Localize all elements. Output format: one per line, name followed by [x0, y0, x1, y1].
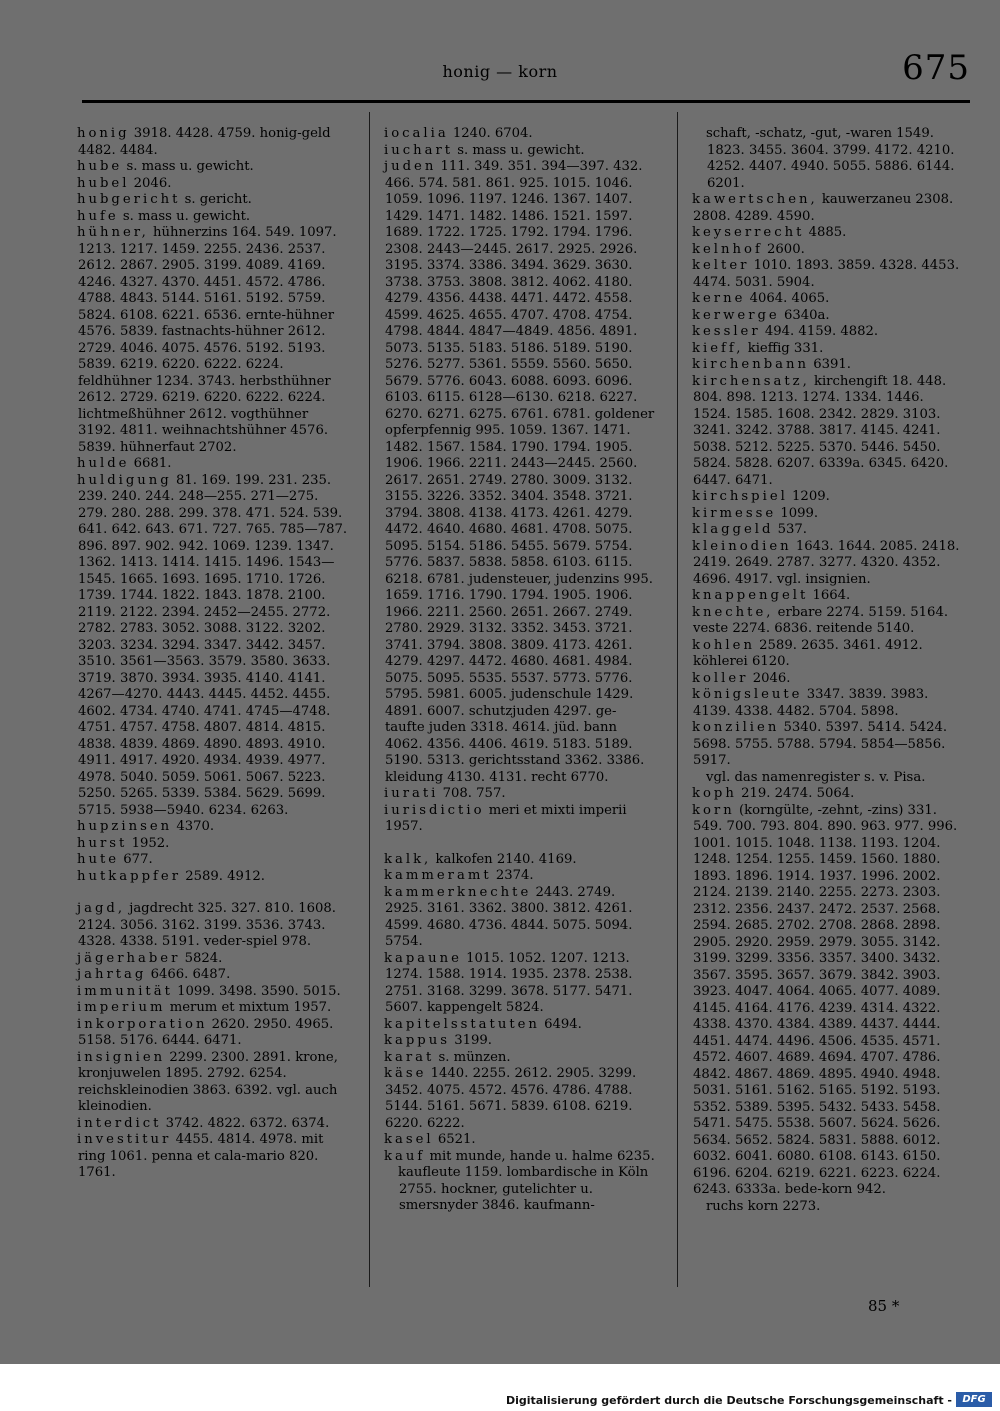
- index-entry: [78, 456, 348, 473]
- index-references: 1099.: [780, 505, 819, 521]
- index-keyword: huldigung: [77, 472, 172, 488]
- index-keyword: kapitelsstatuten: [384, 1016, 540, 1032]
- index-references: 6466. 6487.: [150, 967, 231, 982]
- index-keyword: kerwerge: [692, 307, 780, 323]
- index-entry: [78, 225, 348, 456]
- index-keyword: kleinodien: [692, 538, 792, 554]
- index-references: 2600.: [767, 241, 805, 257]
- index-references: 1010. 1893. 3859. 4328. 4453. 4474. 5031. 5904.: [693, 258, 960, 290]
- index-references: 2589. 4912.: [185, 868, 265, 884]
- index-entry: [693, 357, 963, 374]
- index-references: 1664.: [812, 588, 851, 603]
- index-keyword: hubgericht: [77, 192, 181, 207]
- index-keyword: interdict: [77, 1115, 162, 1131]
- index-keyword: kammerknechte: [384, 884, 532, 900]
- signature-mark: 85 *: [868, 1297, 900, 1315]
- index-references: 2589. 2635. 3461. 4912. köhlerei 6120.: [693, 637, 923, 669]
- index-references: kaufleute 1159. lombardische in Köln 2755. hockner, gutelichter u. smersnyder 3846. kaufmann-: [398, 1165, 649, 1213]
- index-references: kauwerzaneu 2308. 2808. 4289. 4590.: [693, 192, 954, 224]
- index-references: 3742. 4822. 6372. 6374.: [165, 1115, 330, 1131]
- index-keyword: hubel: [77, 175, 130, 191]
- index-entry: [78, 836, 348, 853]
- index-keyword: kauf: [384, 1148, 426, 1164]
- index-keyword: kapaune: [384, 950, 462, 966]
- index-keyword: klaggeld: [692, 522, 774, 537]
- index-keyword: keyserrecht: [692, 225, 805, 240]
- index-references: 2374.: [495, 868, 534, 883]
- index-entry: [385, 1132, 655, 1149]
- index-references: s. gericht.: [184, 192, 252, 207]
- index-references: kieffig 331.: [747, 340, 824, 356]
- index-entry: [385, 786, 655, 803]
- index-entry: [78, 901, 348, 951]
- index-references: 6494.: [544, 1016, 582, 1032]
- index-entry: [385, 159, 655, 786]
- index-entry: [693, 341, 963, 358]
- index-keyword: kammeramt: [384, 868, 492, 883]
- index-entry: [693, 308, 963, 325]
- index-keyword: investitur: [77, 1132, 172, 1147]
- index-entry: [693, 374, 963, 490]
- index-references: merum et mixtum 1957.: [169, 1000, 332, 1015]
- section-gap: [78, 885, 348, 901]
- index-keyword: kawertschen,: [692, 192, 818, 207]
- index-keyword: koph: [692, 786, 737, 801]
- index-entry: [385, 143, 655, 160]
- column-separator-right: [677, 112, 678, 1287]
- index-entry: [693, 489, 963, 506]
- index-entry: [385, 852, 655, 869]
- index-entry: [693, 803, 963, 1199]
- index-entry: [78, 1116, 348, 1133]
- index-entry: [78, 869, 348, 886]
- header-rule: [82, 100, 970, 103]
- index-entry: [693, 786, 963, 803]
- index-references: s. mass u. gewicht.: [457, 142, 585, 158]
- index-entry: [78, 209, 348, 226]
- index-entry: [78, 473, 348, 820]
- index-keyword: hupzinsen: [77, 819, 173, 834]
- index-keyword: kelnhof: [692, 241, 763, 257]
- index-references: 4455. 4814. 4978. mit ring 1061. penna et cala-mario 820. 1761.: [78, 1132, 324, 1180]
- index-keyword: hute: [77, 852, 120, 867]
- index-keyword: kappus: [384, 1033, 450, 1048]
- index-entry: [693, 720, 963, 770]
- index-column-1: [78, 126, 348, 1182]
- index-references: 677.: [123, 852, 153, 867]
- index-entry: [693, 638, 963, 671]
- index-entry: [78, 1000, 348, 1017]
- index-references: 6521.: [437, 1132, 476, 1147]
- section-gap: [385, 836, 655, 852]
- index-keyword: jägerhaber: [77, 950, 181, 966]
- index-keyword: inkorporation: [77, 1016, 208, 1032]
- index-references: mit munde, hande u. halme 6235.: [429, 1148, 655, 1164]
- index-entry: [78, 1050, 348, 1116]
- index-keyword: kasel: [384, 1132, 434, 1147]
- index-references: 111. 349. 351. 394—397. 432. 466. 574. 581. 861. 925. 1015. 1046. 1059. 1096. 1197. 1246. 1367. 1407. 1429. 1471. 1482. 1486. 1521. 1597. 1689. 1722. 1725. 1792. 1794. 1796. 2308. 2443—2445. 2617. 2925. 2926. 3195. 3374. 3386. 3494. 3629. 3630. 3738. 3753. 3808. 3812. 4062. 4180. 4279. 4356. 4438. 4471. 4472. 4558. 4599. 4625. 4655. 4707. 4708. 4754. 4798. 4844. 4847—4849. 4856. 4891. 5073. 5135. 5183. 5186. 5189. 5190. 5276. 5277. 5361. 5559. 5560. 5650. 5679. 5776. 6043. 6088. 6093. 6096. 6103. 6115. 6128—6130. 6218. 6227. 6270. 6271. 6275. 6761. 6781. goldener opferpfennig 995. 1059. 1367. 1471. 1482. 1567. 1584. 1790. 1794. 1905. 1906. 1966. 2211. 2443—2445. 2560. 2617. 2651. 2749. 2780. 3009. 3132. 3155. 3226. 3352. 3404. 3548. 3721. 3794. 3808. 4138. 4173. 4261. 4279. 4472. 4640. 4680. 4681. 4708. 5075. 5095. 5154. 5186. 5455. 5679. 5754. 5776. 5837. 5838. 5858. 6103. 6115. 6218. 6781. judensteuer, judenzins 995. 1659. 1716. 1790. 1794. 1905. 1906. 1966. 2211. 2560. 2651. 2667. 2749. 2780. 2929. 3132. 3352. 3453. 3721. 3741. 3794. 3808. 3809. 4173. 4261. 4279. 4297. 4472. 4680. 4681. 4984. 5075. 5095. 5535. 5537. 5773. 5776. 5795. 5981. 6005. judenschule 1429. 4891. 6007. schutzjuden 4297. ge-taufte juden 3318. 4614. jüd. bann 4062. 4356. 4406. 4619. 5183. 5189. 5190. 5313. gerichtsstand 3362. 3386. kleidung 4130. 4131. recht 6770.: [385, 159, 655, 785]
- index-entry: [385, 1033, 655, 1050]
- index-keyword: hube: [77, 159, 123, 174]
- index-keyword: iurati: [384, 786, 439, 801]
- index-entry: [693, 671, 963, 688]
- index-entry: [693, 770, 963, 787]
- index-entry: [693, 291, 963, 308]
- index-entry: [693, 687, 963, 720]
- index-keyword: kirchenbann: [692, 357, 809, 372]
- index-references: 2046.: [752, 670, 791, 686]
- index-entry: [693, 506, 963, 523]
- index-keyword: kessler: [692, 324, 761, 339]
- index-references: 6681.: [133, 456, 172, 471]
- index-entry: [78, 159, 348, 176]
- index-entry: [385, 1050, 655, 1067]
- index-entry: [693, 258, 963, 291]
- index-entry: [78, 176, 348, 193]
- index-references: ruchs korn 2273.: [706, 1198, 821, 1214]
- index-keyword: hutkappfer: [77, 868, 182, 884]
- index-references: s. mass u. gewicht.: [126, 159, 254, 174]
- index-references: 1099. 3498. 3590. 5015.: [177, 983, 341, 999]
- index-entry: [693, 1199, 963, 1216]
- index-entry: [385, 803, 655, 836]
- index-keyword: karat: [384, 1049, 435, 1065]
- index-references: 537.: [777, 522, 807, 537]
- index-keyword: knechte,: [692, 604, 774, 620]
- index-references: 1240. 6704.: [452, 126, 533, 141]
- index-references: 3347. 3839. 3983. 4139. 4338. 4482. 5704. 5898.: [693, 687, 929, 719]
- index-keyword: juden: [384, 159, 437, 174]
- index-keyword: hufe: [77, 208, 119, 224]
- dfg-credit-text: Digitalisierung gefördert durch die Deutsche Forschungsgemeinschaft -: [505, 1394, 952, 1407]
- index-entry: [78, 126, 348, 159]
- index-keyword: kieff,: [692, 340, 744, 356]
- index-references: 6391.: [813, 357, 851, 372]
- index-entry: [693, 605, 963, 638]
- index-keyword: kirchensatz,: [692, 373, 810, 389]
- index-references: s. münzen.: [438, 1049, 511, 1065]
- index-references: schaft, -schatz, -gut, -waren 1549. 1823. 3455. 3604. 3799. 4172. 4210. 4252. 4407. 4940. 5055. 5886. 6144. 6201.: [706, 126, 955, 191]
- index-entry: [693, 192, 963, 225]
- index-entry: [78, 852, 348, 869]
- index-references: 1209.: [792, 489, 830, 504]
- index-keyword: iurisdictio: [384, 802, 485, 818]
- index-column-2: [385, 126, 655, 1215]
- index-references: erbare 2274. 5159. 5164. veste 2274. 6836. reitende 5140.: [693, 604, 949, 636]
- index-entry: [78, 819, 348, 836]
- index-keyword: kirchspiel: [692, 489, 788, 504]
- index-references: 1952.: [131, 835, 170, 851]
- dfg-logo: DFG: [956, 1392, 992, 1407]
- index-keyword: kohlen: [692, 637, 755, 653]
- index-entry: [385, 1017, 655, 1034]
- index-references: 6340a.: [783, 307, 830, 323]
- index-keyword: iocalia: [384, 126, 449, 141]
- index-keyword: knappengelt: [692, 588, 809, 603]
- index-entry: [693, 539, 963, 589]
- page-number: 675: [902, 48, 970, 88]
- index-keyword: koller: [692, 670, 749, 686]
- index-keyword: imperium: [77, 1000, 166, 1015]
- index-entry: [693, 324, 963, 341]
- running-header-title: honig — korn: [442, 62, 558, 81]
- index-references: meri et mixti imperii 1957.: [385, 802, 627, 834]
- index-keyword: hühner,: [77, 225, 149, 240]
- index-column-3: [693, 126, 963, 1215]
- index-keyword: konzilien: [692, 720, 780, 735]
- index-references: kirchengift 18. 448. 804. 898. 1213. 1274. 1334. 1446. 1524. 1585. 1608. 2342. 2829. 3103. 3241. 3242. 3788. 3817. 4145. 4241. 5038. 5212. 5225. 5370. 5446. 5450. 5824. 5828. 6207. 6339a. 6345. 6420. 6447. 6471.: [693, 373, 949, 488]
- index-entry: [693, 126, 963, 192]
- index-entry: [385, 1066, 655, 1132]
- index-references: 708. 757.: [442, 786, 506, 801]
- index-references: 3918. 4428. 4759. honig-geld 4482. 4484.: [78, 126, 331, 158]
- index-references: 4885.: [808, 225, 847, 240]
- index-keyword: jagd,: [77, 901, 126, 916]
- index-references: 1015. 1052. 1207. 1213. 1274. 1588. 1914. 1935. 2378. 2538. 2751. 3168. 3299. 3678. 5177. 5471. 5607. kappengelt 5824.: [385, 950, 633, 1015]
- index-references: 219. 2474. 5064.: [741, 786, 855, 801]
- index-entry: [385, 951, 655, 1017]
- index-keyword: insignien: [77, 1049, 166, 1065]
- index-entry: [385, 885, 655, 951]
- index-references: 5340. 5397. 5414. 5424. 5698. 5755. 5788. 5794. 5854—5856. 5917.: [693, 720, 948, 768]
- index-keyword: korn: [692, 802, 735, 818]
- index-references: 4370.: [176, 819, 215, 834]
- index-entry: [78, 1017, 348, 1050]
- column-separator-left: [369, 112, 370, 1287]
- index-entry: [693, 522, 963, 539]
- index-keyword: hurst: [77, 835, 128, 851]
- index-entry: [385, 1149, 655, 1166]
- index-keyword: kirmesse: [692, 505, 777, 521]
- index-keyword: iuchart: [384, 142, 454, 158]
- index-references: 1643. 1644. 2085. 2418. 2419. 2649. 2787. 3277. 4320. 4352. 4696. 4917. vgl. insignien.: [693, 538, 960, 587]
- index-entry: [385, 868, 655, 885]
- index-references: 3199.: [454, 1033, 492, 1048]
- index-references: jagdrecht 325. 327. 810. 1608. 2124. 3056. 3162. 3199. 3536. 3743. 4328. 4338. 5191. veder-spiel 978.: [78, 901, 336, 949]
- index-references: 1440. 2255. 2612. 2905. 3299. 3452. 4075. 4572. 4576. 4786. 4788. 5144. 5161. 5671. 5839. 6108. 6219. 6220. 6222.: [385, 1066, 637, 1131]
- index-references: 2046.: [133, 175, 172, 191]
- index-references: kalkofen 2140. 4169.: [435, 851, 577, 867]
- index-keyword: immunität: [77, 983, 173, 999]
- index-entry: [78, 1132, 348, 1182]
- index-keyword: honig: [77, 126, 130, 141]
- index-references: hühnerzins 164. 549. 1097. 1213. 1217. 1459. 2255. 2436. 2537. 2612. 2867. 2905. 3199. 4089. 4169. 4246. 4327. 4370. 4451. 4572. 4786. 4788. 4843. 5144. 5161. 5192. 5759. 5824. 6108. 6221. 6536. ernte-hühner 4576. 5839. fastnachts-hühner 2612. 2729. 4046. 4075. 4576. 5192. 5193. 5839. 6219. 6220. 6222. 6224. feldhühner 1234. 3743. herbsthühner 2612. 2729. 6219. 6220. 6222. 6224. lichtmeßhühner 2612. vogthühner 3192. 4811. weihnachtshühner 4576. 5839. hühnerfaut 2702.: [78, 225, 337, 455]
- index-references: 2620. 2950. 4965. 5158. 5176. 6444. 6471.: [78, 1016, 334, 1048]
- index-references: 2299. 2300. 2891. krone, kronjuwelen 1895. 2792. 6254. reichskleinodien 3863. 6392. vgl. auch kleinodien.: [78, 1049, 338, 1114]
- index-entry: [693, 242, 963, 259]
- index-keyword: käse: [384, 1066, 427, 1081]
- index-references: (korngülte, -zehnt, -zins) 331. 549. 700. 793. 804. 890. 963. 977. 996. 1001. 1015. 1048. 1138. 1193. 1204. 1248. 1254. 1255. 1459. 1560. 1880. 1893. 1896. 1914. 1937. 1996. 2002. 2124. 2139. 2140. 2255. 2273. 2303. 2312. 2356. 2437. 2472. 2537. 2568. 2594. 2685. 2702. 2708. 2868. 2898. 2905. 2920. 2959. 2979. 3055. 3142. 3199. 3299. 3356. 3357. 3400. 3432. 3567. 3595. 3657. 3679. 3842. 3903. 3923. 4047. 4064. 4065. 4077. 4089. 4145. 4164. 4176. 4239. 4314. 4322. 4338. 4370. 4384. 4389. 4437. 4444. 4451. 4474. 4496. 4506. 4535. 4571. 4572. 4607. 4689. 4694. 4707. 4786. 4842. 4867. 4869. 4895. 4940. 4948. 5031. 5161. 5162. 5165. 5192. 5193. 5352. 5389. 5395. 5432. 5433. 5458. 5471. 5475. 5538. 5607. 5624. 5626. 5634. 5652. 5824. 5831. 5888. 6012. 6032. 6041. 6080. 6108. 6143. 6150. 6196. 6204. 6219. 6221. 6223. 6224. 6243. 6333a. bede-korn 942.: [693, 802, 958, 1197]
- index-entry: [693, 225, 963, 242]
- index-keyword: königsleute: [692, 687, 803, 702]
- index-keyword: hulde: [77, 456, 130, 471]
- index-keyword: kalk,: [384, 851, 432, 867]
- index-references: 2443. 2749. 2925. 3161. 3362. 3800. 3812. 4261. 4599. 4680. 4736. 4844. 5075. 5094. 5754.: [385, 884, 633, 949]
- index-references: s. mass u. gewicht.: [122, 208, 251, 224]
- index-keyword: kerne: [692, 291, 746, 306]
- index-references: 5824.: [184, 950, 223, 966]
- index-entry: [385, 1165, 655, 1215]
- index-entry: [78, 192, 348, 209]
- index-entry: [78, 967, 348, 984]
- index-references: 81. 169. 199. 231. 235. 239. 240. 244. 248—255. 271—275. 279. 280. 288. 299. 378. 471. 524. 539. 641. 642. 643. 671. 727. 765. 785—787. 896. 897. 902. 942. 1069. 1239. 1347. 1362. 1413. 1414. 1415. 1496. 1543—1545. 1665. 1693. 1695. 1710. 1726. 1739. 1744. 1822. 1843. 1878. 2100. 2119. 2122. 2394. 2452—2455. 2772. 2782. 2783. 3052. 3088. 3122. 3202. 3203. 3234. 3294. 3347. 3442. 3457. 3510. 3561—3563. 3579. 3580. 3633. 3719. 3870. 3934. 3935. 4140. 4141. 4267—4270. 4443. 4445. 4452. 4455. 4602. 4734. 4740. 4741. 4745—4748. 4751. 4757. 4758. 4807. 4814. 4815. 4838. 4839. 4869. 4890. 4893. 4910. 4911. 4917. 4920. 4934. 4939. 4977. 4978. 5040. 5059. 5061. 5067. 5223. 5250. 5265. 5339. 5384. 5629. 5699. 5715. 5938—5940. 6234. 6263.: [78, 472, 348, 818]
- index-references: vgl. das namenregister s. v. Pisa.: [706, 769, 926, 785]
- index-entry: [78, 951, 348, 968]
- index-keyword: kelter: [692, 258, 750, 273]
- index-references: 494. 4159. 4882.: [764, 324, 879, 339]
- index-keyword: jahrtag: [77, 967, 147, 982]
- index-references: 4064. 4065.: [749, 291, 830, 306]
- index-entry: [385, 126, 655, 143]
- index-entry: [693, 588, 963, 605]
- index-entry: [78, 984, 348, 1001]
